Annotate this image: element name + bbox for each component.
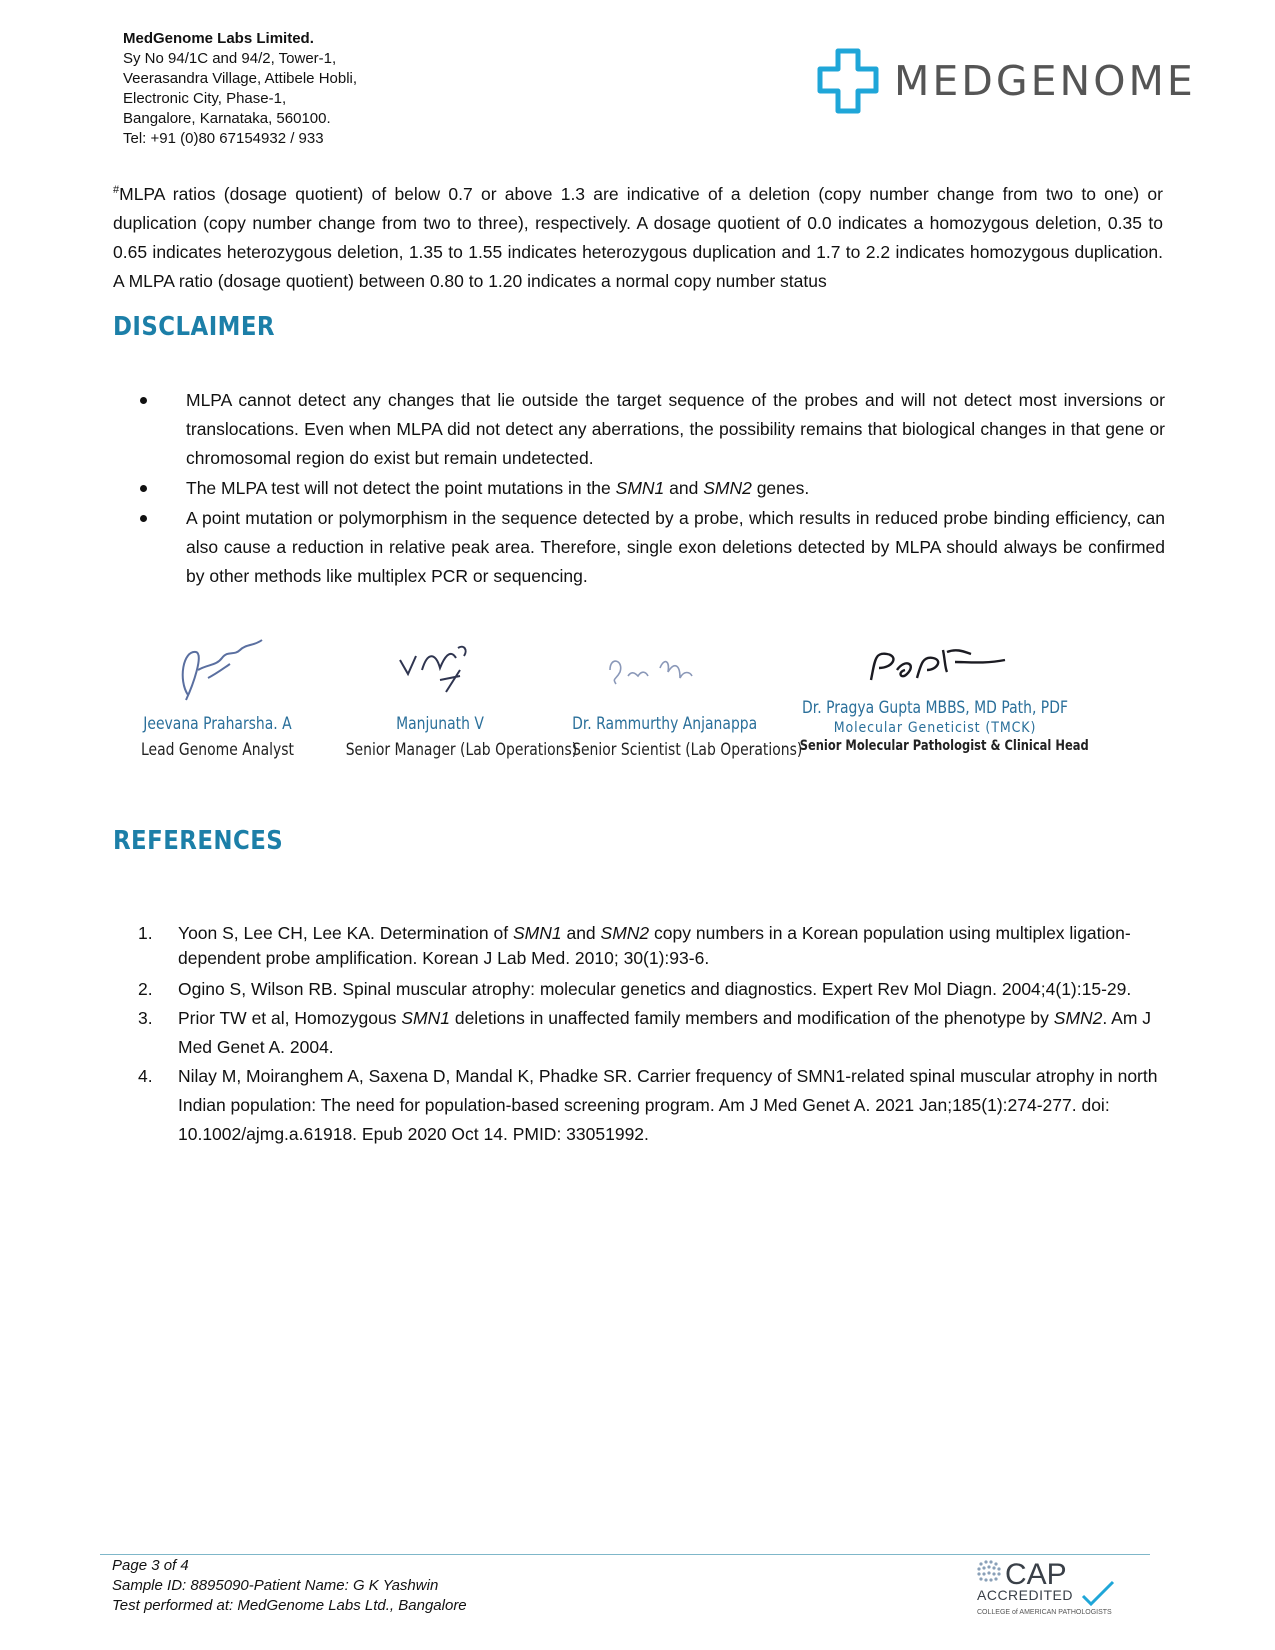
note-text: MLPA ratios (dosage quotient) of below 0.7 or above 1.3 are indicative of a deletion (copy number change from two to one) or duplication (copy number change from two to three), respectively. A dosage quotient of 0.0 indicates a homozygous deletion, 0.35 to 0.65 indicates heterozygous deletion, 1.35 to 1.55 indicates heterozygous duplication and 1.7 to 2.2 indicates homozygous duplication. A MLPA ratio (dosage quotient) between 0.80 to 1.20 indicates a normal copy number status	[113, 183, 1163, 291]
disclaimer-list	[140, 386, 1165, 592]
footer-divider	[100, 1554, 1150, 1555]
signatory	[555, 630, 803, 760]
bullet-icon	[140, 397, 147, 404]
company-name: MedGenome Labs Limited.	[123, 30, 314, 47]
cap-accredited: ACCREDITED	[977, 1587, 1074, 1603]
references-list	[138, 921, 1188, 1149]
signatory-name: Jeevana Praharsha. A	[143, 714, 292, 734]
handwritten-signature	[370, 630, 510, 710]
note-marker: #	[113, 184, 120, 196]
handwritten-signature	[835, 630, 1035, 694]
handwritten-signature	[148, 630, 288, 710]
cap-college: COLLEGE of AMERICAN PATHOLOGISTS	[977, 1609, 1112, 1616]
logo-wordmark: MEDGENOME	[894, 57, 1196, 105]
phone-line: Tel: +91 (0)80 67154932 / 933	[123, 130, 324, 147]
signatory	[110, 630, 325, 760]
address-line: Veerasandra Village, Attibele Hobli,	[123, 70, 358, 87]
signatory-name: Manjunath V	[396, 714, 484, 734]
signatory-title: Senior Scientist (Lab Operations)	[572, 740, 803, 760]
page-number: Page 3 of 4	[112, 1557, 189, 1574]
bullet-icon	[140, 485, 147, 492]
signatory-subtitle: Molecular Geneticist (TMCK)	[833, 720, 1037, 736]
disclaimer-heading: DISCLAIMER	[113, 312, 276, 342]
references-heading: REFERENCES	[113, 826, 284, 856]
cap-accredited-logo	[975, 1556, 1155, 1622]
page-footer	[112, 1556, 467, 1616]
mlpa-note	[113, 176, 1163, 296]
reference-item: 1. Yoon S, Lee CH, Lee KA. Determination of SMN1 and SMN2 copy numbers in a Korean population using multiplex ligation-dependent probe amplification. Korean J Lab Med. 2010; 30(1):93-6.	[138, 923, 1131, 968]
test-location: Test performed at: MedGenome Labs Ltd., Bangalore	[112, 1597, 467, 1614]
signatory-name: Dr. Pragya Gupta MBBS, MD Path, PDF	[802, 698, 1068, 718]
signatory-title: Senior Molecular Pathologist & Clinical Head	[799, 738, 1089, 754]
address-line: Bangalore, Karnataka, 560100.	[123, 110, 331, 127]
address-line: Electronic City, Phase-1,	[123, 90, 287, 107]
address-line: Sy No 94/1C and 94/2, Tower-1,	[123, 50, 337, 67]
medgenome-logo	[814, 47, 1196, 117]
reference-item: 3. Prior TW et al, Homozygous SMN1 deletions in unaffected family members and modification of the phenotype by SMN2. Am J Med Genet A. 2004.	[138, 1008, 1152, 1057]
signatory	[770, 630, 1100, 754]
signatory	[325, 630, 578, 760]
signatures-block	[110, 630, 1155, 820]
reference-item: 2. Ogino S, Wilson RB. Spinal muscular atrophy: molecular genetics and diagnostics. Expert Rev Mol Diagn. 2004;4(1):15-29.	[138, 979, 1132, 999]
handwritten-signature	[580, 630, 720, 710]
disclaimer-item: MLPA cannot detect any changes that lie outside the target sequence of the probes and will not detect most inversions or translocations. Even when MLPA did not detect any aberrations, the possibility remains that biological changes in that gene or chromosomal region do exist but remain undetected.	[140, 386, 1165, 473]
disclaimer-item: A point mutation or polymorphism in the sequence detected by a probe, which results in reduced probe binding efficiency, can also cause a reduction in relative peak area. Therefore, single exon deletions detected by MLPA should always be confirmed by other methods like multiplex PCR or sequencing.	[140, 504, 1165, 591]
company-address	[123, 29, 357, 149]
disclaimer-item: The MLPA test will not detect the point mutations in the SMN1 and SMN2 genes.	[140, 474, 1165, 503]
reference-item: 4. Nilay M, Moiranghem A, Saxena D, Mandal K, Phadke SR. Carrier frequency of SMN1-related spinal muscular atrophy in north Indian population: The need for population-based screening program. Am J Med Genet A. 2021 Jan;185(1):274-277. doi: 10.1002/ajmg.a.61918. Epub 2020 Oct 14. PMID: 33051992.	[138, 1066, 1158, 1144]
bullet-icon	[140, 515, 147, 522]
signatory-title: Senior Manager (Lab Operations)	[345, 740, 578, 760]
cap-letters: CAP	[1005, 1558, 1067, 1591]
sample-info: Sample ID: 8895090-Patient Name: G K Yashwin	[112, 1577, 439, 1594]
signatory-name: Dr. Rammurthy Anjanappa	[572, 714, 758, 734]
medical-cross-icon	[814, 47, 882, 115]
signatory-title: Lead Genome Analyst	[140, 740, 295, 760]
